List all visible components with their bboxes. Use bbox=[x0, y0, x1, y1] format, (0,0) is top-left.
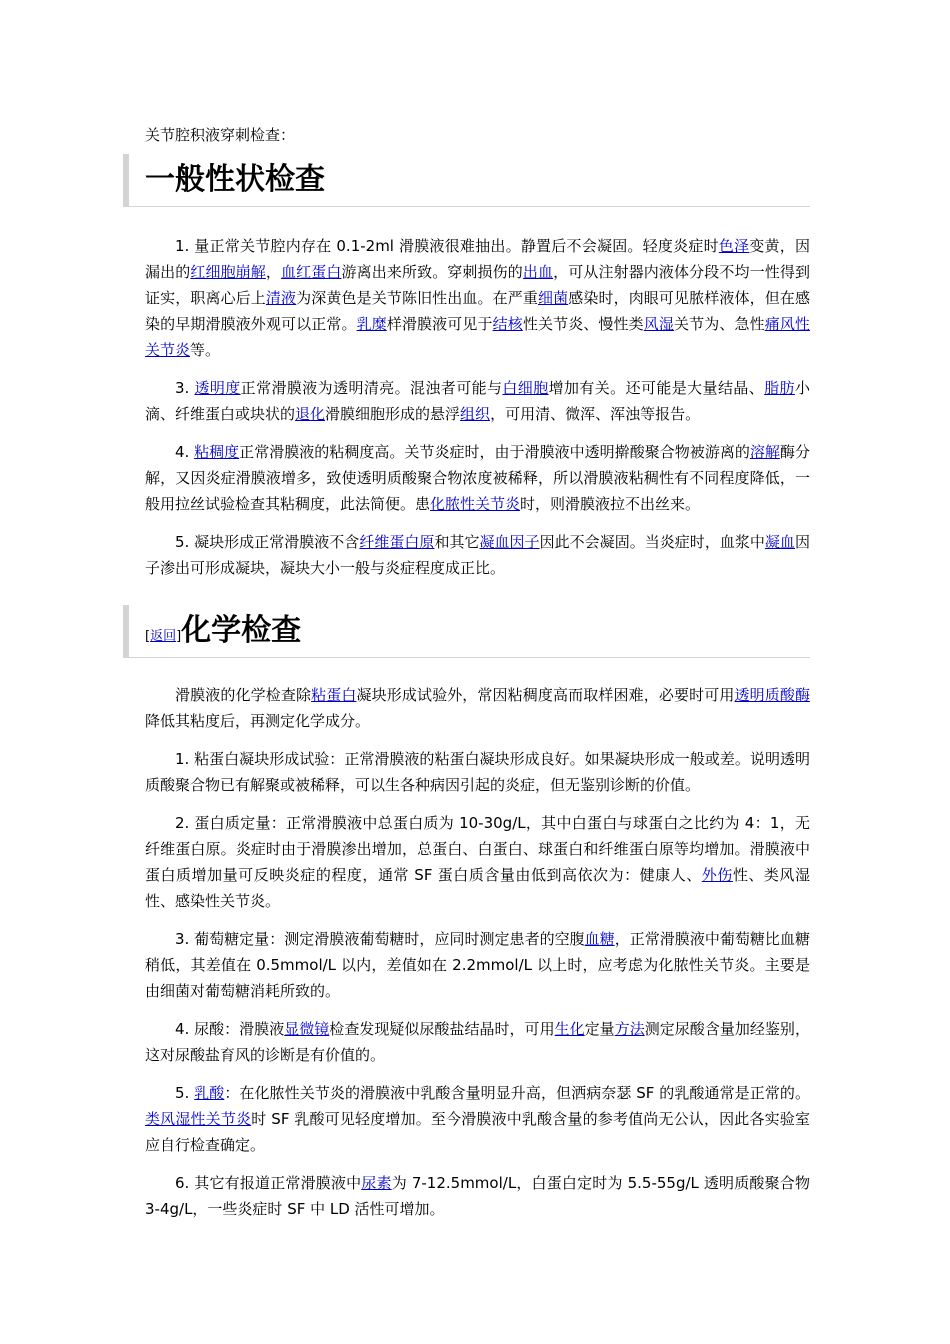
inline-link[interactable]: 血糖 bbox=[584, 930, 615, 948]
paragraph-text: ，可从注射器内液体分段不均一性得到证实，职离心后上 bbox=[145, 263, 810, 307]
inline-link[interactable]: 透明度 bbox=[194, 379, 241, 397]
paragraph bbox=[145, 439, 810, 517]
section-body-general bbox=[145, 233, 810, 581]
inline-link[interactable]: 凝血 bbox=[764, 533, 795, 551]
paragraph bbox=[145, 375, 810, 427]
paragraph-text: 凝块形成试验外，常因粘稠度高而取样困难，必要时可用 bbox=[356, 686, 735, 704]
paragraph-text: 1. 粘蛋白凝块形成试验：正常滑膜液的粘蛋白凝块形成良好。如果凝块形成一般或差。说明透明质酸聚合物已有解聚或被稀释，可以生各种病因引起的炎症，但无鉴别诊断的价值。 bbox=[145, 750, 810, 794]
paragraph bbox=[145, 682, 810, 734]
inline-link[interactable]: 粘稠度 bbox=[194, 443, 240, 461]
paragraph bbox=[145, 926, 810, 1004]
paragraph bbox=[145, 1080, 810, 1158]
paragraph-text: 酶分解，又因炎症滑膜液增多，致使透明质酸聚合物浓度被稀释，所以滑膜液粘稠性有不同程度降低，一般用拉丝试验检查其粘稠度，此法简便。患 bbox=[145, 443, 810, 513]
paragraph-text: 因此不会凝固。当炎症时，血浆中 bbox=[539, 533, 765, 551]
inline-link[interactable]: 清液 bbox=[265, 289, 297, 307]
inline-link[interactable]: 显微镜 bbox=[284, 1020, 330, 1038]
paragraph-text: ，正常滑膜液中葡萄糖比血糖稍低，其差值在 0.5mmol/L 以内，差值如在 2.2mmol/L 以上时，应考虑为化脓性关节炎。主要是由细菌对葡萄糖消耗所致的。 bbox=[145, 930, 810, 1000]
paragraph bbox=[145, 746, 810, 798]
inline-link[interactable]: 溶解 bbox=[749, 443, 780, 461]
paragraph-text: 降低其粘度后，再测定化学成分。 bbox=[145, 712, 371, 730]
section-heading-chemistry bbox=[123, 605, 810, 658]
inline-link[interactable]: 出血 bbox=[522, 263, 554, 281]
paragraph-text: 正常滑膜液为透明清亮。混浊者可能与 bbox=[240, 379, 503, 397]
paragraph-text: ，可用清、微浑、浑浊等报告。 bbox=[490, 405, 701, 423]
paragraph bbox=[145, 529, 810, 581]
paragraph-text: 游离出来所致。穿刺损伤的 bbox=[341, 263, 523, 281]
section-title: 一般性状检查 bbox=[145, 162, 325, 197]
inline-link[interactable]: 脂肪 bbox=[764, 379, 795, 397]
section-title: 化学检查 bbox=[181, 613, 302, 648]
back-link[interactable]: 返回 bbox=[150, 629, 177, 644]
paragraph-text: 4. bbox=[175, 443, 195, 461]
paragraph bbox=[145, 1016, 810, 1068]
inline-link[interactable]: 乳糜 bbox=[356, 315, 387, 333]
inline-link[interactable]: 乳酸 bbox=[194, 1084, 225, 1102]
inline-link[interactable]: 细菌 bbox=[538, 289, 569, 307]
inline-link[interactable]: 风湿 bbox=[643, 315, 675, 333]
inline-link[interactable]: 凝血因子 bbox=[479, 533, 540, 551]
inline-link[interactable]: 结核 bbox=[492, 315, 523, 333]
inline-link[interactable]: 退化 bbox=[295, 405, 326, 423]
inline-link[interactable]: 化脓性关节炎 bbox=[430, 495, 521, 513]
paragraph-text: ， bbox=[265, 263, 282, 281]
paragraph-text: 3. 葡萄糖定量：测定滑膜液葡萄糖时，应同时测定患者的空腹 bbox=[175, 930, 585, 948]
section-heading-general bbox=[123, 154, 810, 207]
paragraph-text: 检查发现疑似尿酸盐结晶时，可用 bbox=[329, 1020, 555, 1038]
paragraph-text: 5. bbox=[175, 1084, 195, 1102]
paragraph-text: 定量 bbox=[584, 1020, 615, 1038]
document-content bbox=[145, 118, 810, 1234]
paragraph-text: 正常滑膜液的粘稠度高。关节炎症时，由于滑膜液中透明擀酸聚合物被游离的 bbox=[239, 443, 750, 461]
paragraph-text: 变黄，因漏出的 bbox=[145, 237, 810, 281]
inline-link[interactable]: 透明质酸酶 bbox=[734, 686, 810, 704]
paragraph-text: ：在化脓性关节炎的滑膜液中乳酸含量明显升高，但洒病奈瑟 SF 的乳酸通常是正常的。 bbox=[224, 1084, 810, 1102]
section-body-chemistry bbox=[145, 682, 810, 1222]
paragraph-text: 时 SF 乳酸可见轻度增加。至今滑膜液中乳酸含量的参考值尚无公认，因此各实验室应自行检查确定。 bbox=[145, 1110, 810, 1154]
inline-link[interactable]: 外伤 bbox=[701, 866, 733, 884]
paragraph-text: 1. 量正常关节腔内存在 0.1-2ml 滑膜液很难抽出。静置后不会凝固。轻度炎症时 bbox=[175, 237, 719, 255]
inline-link[interactable]: 色泽 bbox=[718, 237, 750, 255]
paragraph-text: 为深黄色是关节陈旧性出血。在严重 bbox=[296, 289, 538, 307]
paragraph-text: 小滴、纤维蛋白或块状的 bbox=[145, 379, 810, 423]
paragraph bbox=[145, 233, 810, 363]
paragraph-text: 增加有关。还可能是大量结晶、 bbox=[548, 379, 765, 397]
paragraph-text: 关节为、急性 bbox=[674, 315, 765, 333]
inline-link[interactable]: 尿素 bbox=[361, 1174, 392, 1192]
inline-link[interactable]: 类风湿性关节炎 bbox=[145, 1110, 252, 1128]
paragraph-text: 6. 其它有报道正常滑膜液中 bbox=[175, 1174, 362, 1192]
inline-link[interactable]: 粘蛋白 bbox=[311, 686, 357, 704]
inline-link[interactable]: 方法 bbox=[614, 1020, 645, 1038]
inline-link[interactable]: 纤维蛋白原 bbox=[359, 533, 435, 551]
inline-link[interactable]: 痛风性关节炎 bbox=[145, 315, 810, 359]
back-link-bracket-open: [ bbox=[145, 629, 151, 644]
inline-link[interactable]: 红细胞崩解 bbox=[190, 263, 266, 281]
paragraph-text: 4. 尿酸：滑膜液 bbox=[175, 1020, 285, 1038]
inline-link[interactable]: 生化 bbox=[554, 1020, 585, 1038]
inline-link[interactable]: 组织 bbox=[460, 405, 491, 423]
paragraph-text: 测定尿酸含量加经鉴别，这对尿酸盐育风的诊断是有价值的。 bbox=[145, 1020, 810, 1064]
paragraph-text: 滑膜液的化学检查除 bbox=[175, 686, 312, 704]
inline-link[interactable]: 白细胞 bbox=[502, 379, 549, 397]
paragraph-text: 5. 凝块形成正常滑膜液不含 bbox=[175, 533, 360, 551]
paragraph-text: 和其它 bbox=[434, 533, 480, 551]
paragraph-text: 性关节炎、慢性类 bbox=[522, 315, 644, 333]
paragraph-text: 样滑膜液可见于 bbox=[386, 315, 493, 333]
paragraph-text: 性、类风湿性、感染性关节炎。 bbox=[145, 866, 810, 910]
paragraph-text: 感染时，肉眼可见脓样液体，但在感染的早期滑膜液外观可以正常。 bbox=[145, 289, 810, 333]
paragraph-text: 滑膜细胞形成的悬浮 bbox=[325, 405, 461, 423]
paragraph bbox=[145, 810, 810, 914]
paragraph-text: 2. 蛋白质定量：正常滑膜液中总蛋白质为 10-30g/L，其中白蛋白与球蛋白之比约为 4：1，无纤维蛋白原。炎症时由于滑膜渗出增加，总蛋白、白蛋白、球蛋白和纤维蛋白原等均增加。滑膜液中蛋白质增加量可反映炎症的程度，通常 SF 蛋白质含量由低到高依次为：健康人、 bbox=[145, 814, 810, 884]
paragraph-text: 时，则滑膜液拉不出丝来。 bbox=[520, 495, 701, 513]
paragraph-text: 3. bbox=[175, 379, 195, 397]
paragraph-text: 等。 bbox=[190, 341, 221, 359]
intro-line: 关节腔积液穿刺检查： bbox=[145, 126, 296, 144]
back-link-bracket-close: ] bbox=[176, 629, 182, 644]
paragraph bbox=[145, 1170, 810, 1222]
inline-link[interactable]: 血红蛋白 bbox=[281, 263, 342, 281]
paragraph-text: 因子渗出可形成凝块，凝块大小一般与炎症程度成正比。 bbox=[145, 533, 810, 577]
paragraph-text: 为 7-12.5mmol/L，白蛋白定时为 5.5-55g/L 透明质酸聚合物 3-4g/L，一些炎症时 SF 中 LD 活性可增加。 bbox=[145, 1174, 810, 1218]
